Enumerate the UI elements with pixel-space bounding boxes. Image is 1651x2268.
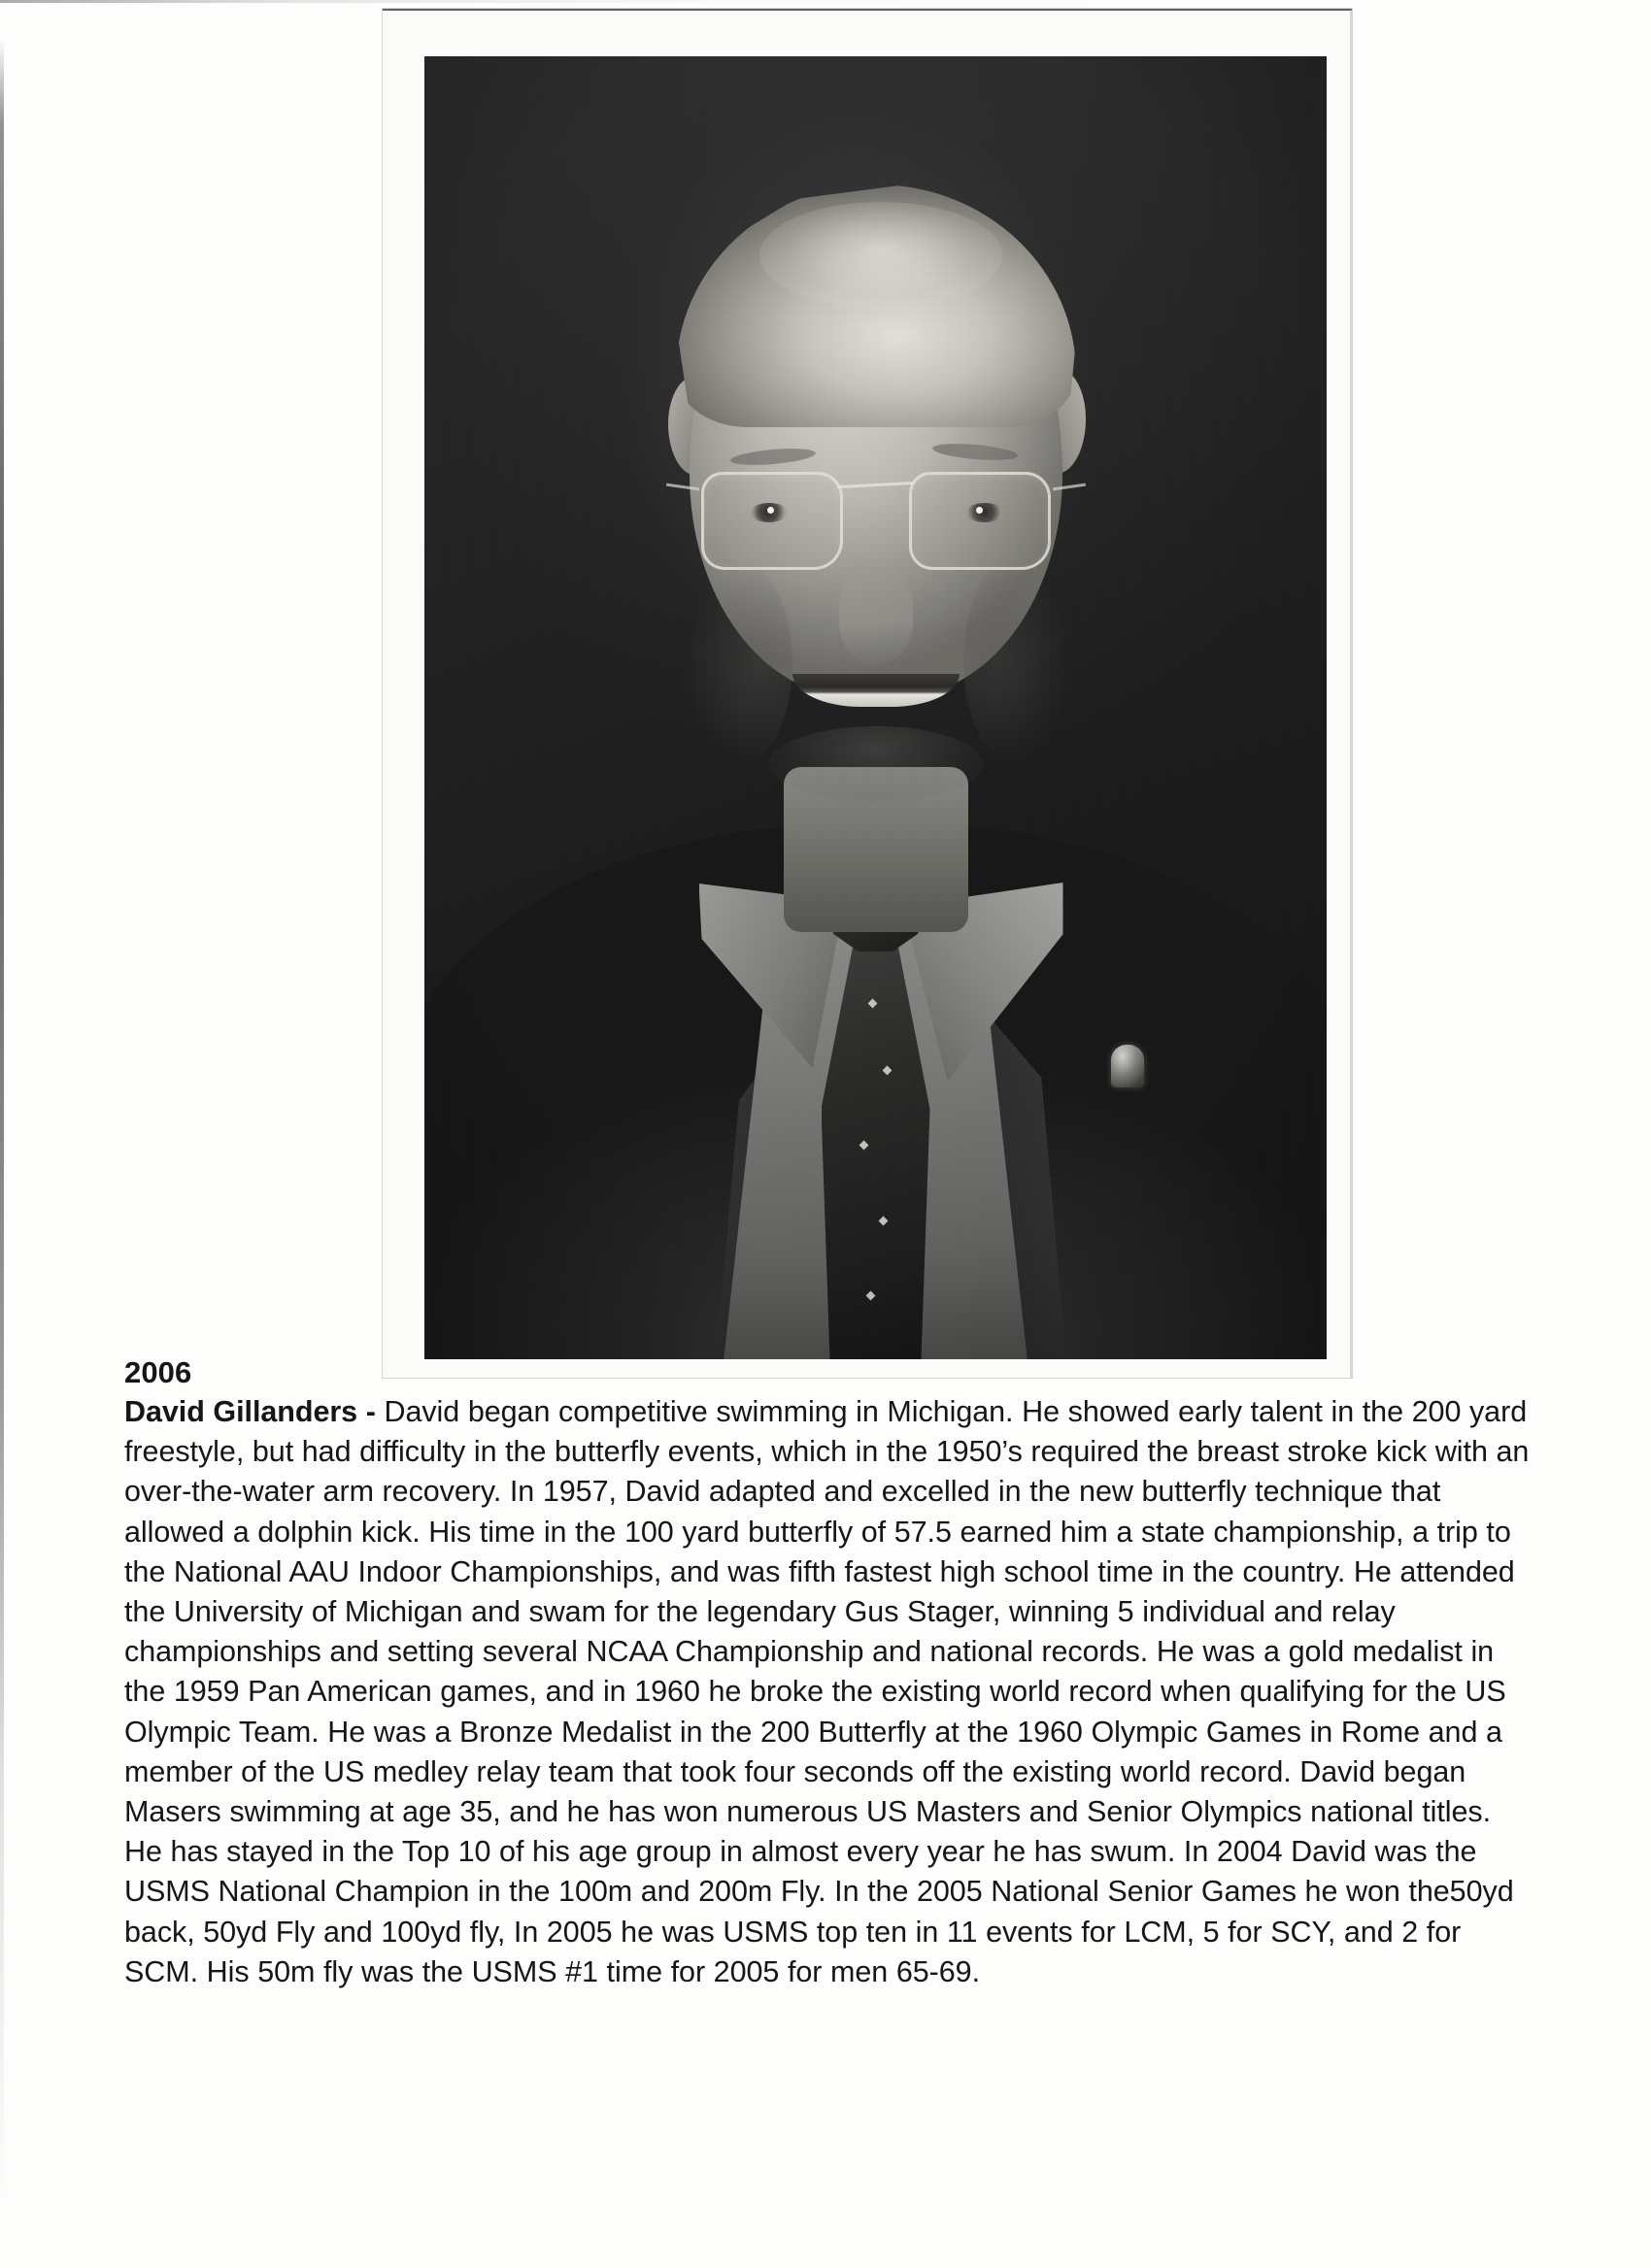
induction-year-heading: 2006 [124,1355,192,1389]
nose [839,571,913,664]
name-separator: - [357,1395,385,1428]
photograph-print [383,9,1352,1378]
necktie-accent-dot [867,999,877,1009]
chin-shadow [769,726,983,802]
biography-paragraph [124,1392,1531,1992]
necktie-accent-dot [883,1066,893,1076]
eye-catchlight-right [976,507,983,514]
portrait-photograph [424,56,1327,1359]
biography-caption-block [124,1352,1531,1992]
scan-edge-top-artifact [0,0,1651,3]
hair-highlight [759,202,1002,309]
eye-right [965,503,1004,522]
necktie-accent-dot [865,1291,875,1301]
necktie-accent-dot [859,1141,868,1151]
scan-edge-left-artifact [0,39,4,2204]
inductee-name: David Gillanders [124,1395,358,1428]
necktie-accent-dot [879,1216,889,1225]
eyeglasses [695,464,1057,573]
eyeglasses-bridge [836,482,914,488]
eye-catchlight-left [767,507,774,514]
lapel-pin [1111,1045,1144,1087]
cheek-shadow-right [963,556,1070,765]
cheek-shadow-left [686,561,792,765]
biography-text: David began competitive swimming in Michigan. He showed early talent in the 200 yard freestyle, but had difficulty in the butterfly events, which in the 1950’s required the breast stroke kick with an over-the-water arm recovery. In 1957, David adapted and excelled in the new butterfly technique that allowed a dolphin kick. His time in the 100 yard butterfly of 57.5 earned him a state championship, a trip to the National AAU Indoor Championships, and was fifth fastest high school time in the country. He attended the University of Michigan and swam for the legendary Gus Stager, winning 5 individual and relay championships and setting several NCAA Championship and national records. He was a gold medalist in the 1959 Pan American games, and in 1960 he broke the existing world record when qualifying for the US Olympic Team. He was a Bronze Medalist in the 200 Butterfly at the 1960 Olympic Games in Rome and a member of the US medley relay team that took four seconds off the existing world record. David began Masers swimming at age 35, and he has won numerous US Masters and Senior Olympics national titles. He has stayed in the Top 10 of his age group in almost every year he has swum. In 2004 David was the USMS National Champion in the 100m and 200m Fly. In the 2005 National Senior Games he won the50yd back, 50yd Fly and 100yd fly, In 2005 he was USMS top ten in 11 events for LCM, 5 for SCY, and 2 for SCM. His 50m fly was the USMS #1 time for 2005 for men 65-69. [124,1395,1530,1988]
